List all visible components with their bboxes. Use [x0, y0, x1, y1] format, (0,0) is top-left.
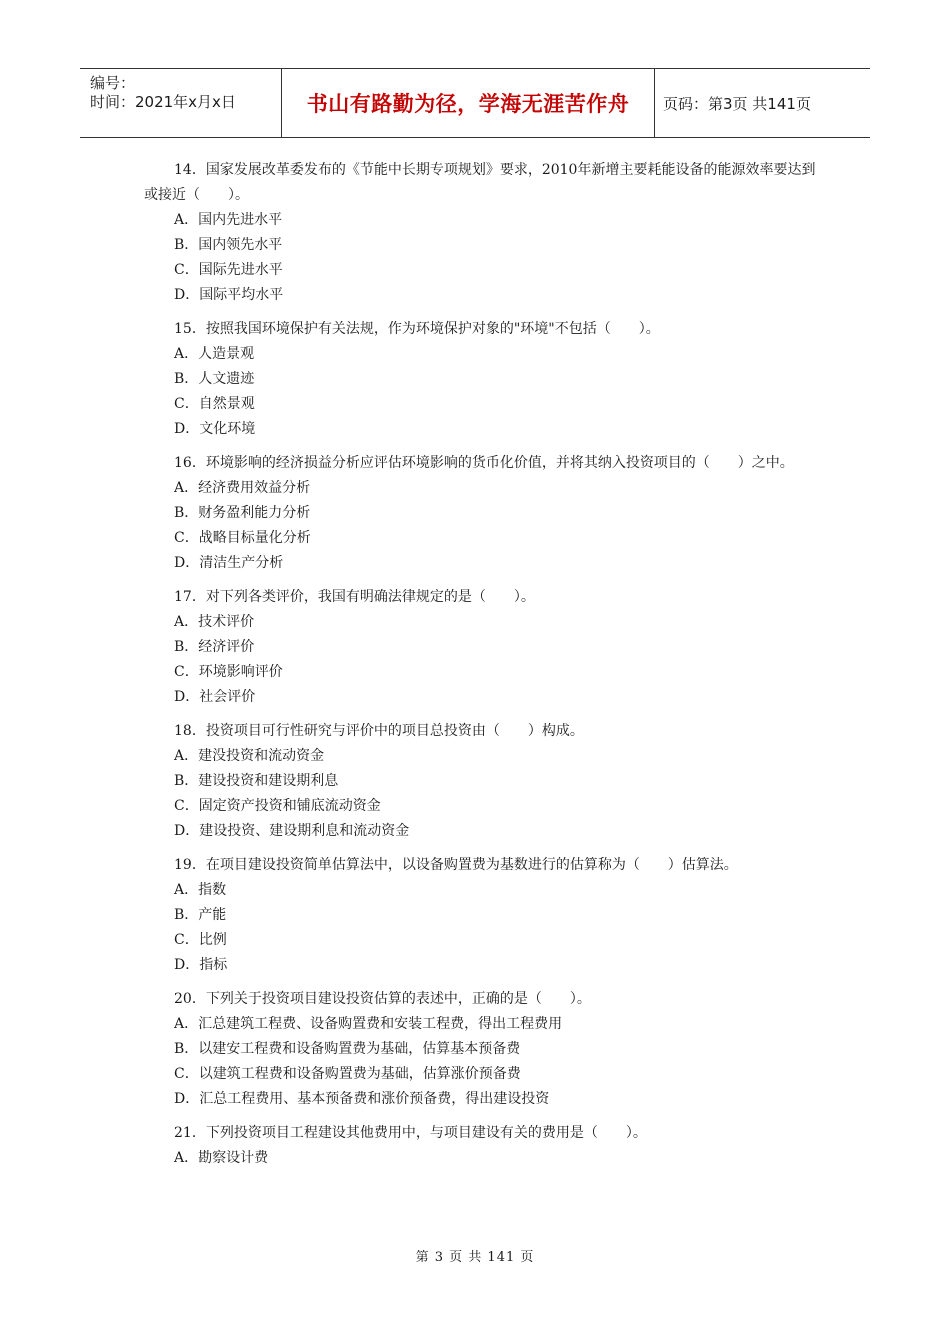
question-stem: 19．在项目建设投资简单估算法中，以设备购置费为基数进行的估算称为（ ）估算法。 [174, 857, 738, 873]
question-stem: 20．下列关于投资项目建设投资估算的表述中，正确的是（ ）。 [174, 991, 591, 1007]
header-motto-cell [281, 69, 655, 137]
answer-option: D．指标 [174, 957, 228, 973]
answer-option: B．以建安工程费和设备购置费为基础，估算基本预备费 [174, 1041, 521, 1057]
question-list [144, 158, 824, 1180]
question-block [144, 853, 824, 978]
answer-option: C．国际先进水平 [174, 262, 283, 278]
answer-option: A．建没投资和流动资金 [174, 748, 325, 764]
question-stem: 17．对下列各类评价，我国有明确法律规定的是（ ）。 [174, 589, 535, 605]
answer-option: C．战略目标量化分析 [174, 530, 311, 546]
question-block [144, 451, 824, 576]
answer-option: C．环境影响评价 [174, 664, 283, 680]
motto-text: 书山有路勤为径，学海无涯苦作舟 [306, 92, 630, 116]
answer-option: C．固定资产投资和铺底流动资金 [174, 798, 381, 814]
answer-option: C．自然景观 [174, 396, 255, 412]
answer-option: D．汇总工程费用、基本预备费和涨价预备费，得出建设投资 [174, 1091, 550, 1107]
question-block [144, 719, 824, 844]
page-footer: 第 3 页 共 141 页 [415, 1250, 535, 1265]
answer-option: A．人造景观 [174, 346, 255, 362]
answer-option: A．经济费用效益分析 [174, 480, 311, 496]
header-meta [80, 69, 280, 137]
question-block [144, 585, 824, 710]
answer-option: A．国内先进水平 [174, 212, 283, 228]
page-header [80, 68, 870, 138]
answer-option: A．汇总建筑工程费、设备购置费和安装工程费，得出工程费用 [174, 1016, 563, 1032]
answer-option: C．以建筑工程费和设备购置费为基础，估算涨价预备费 [174, 1066, 521, 1082]
page-info: 页码：第3页 共141页 [663, 94, 811, 113]
answer-option: D．清洁生产分析 [174, 555, 284, 571]
question-block [144, 987, 824, 1112]
question-stem: 16．环境影响的经济损益分析应评估环境影响的货币化价值，并将其纳入投资项目的（ ）之中。 [174, 455, 794, 471]
answer-option: B．人文遗迹 [174, 371, 255, 387]
question-block [144, 317, 824, 442]
question-block [144, 158, 824, 308]
question-block [144, 1121, 824, 1171]
answer-option: A．勘察设计费 [174, 1150, 269, 1166]
answer-option: B．国内领先水平 [174, 237, 283, 253]
answer-option: D．国际平均水平 [174, 287, 284, 303]
answer-option: B．财务盈利能力分析 [174, 505, 311, 521]
date-line: 时间：2021年x月x日 [90, 93, 236, 111]
answer-option: D．文化环境 [174, 421, 256, 437]
answer-option: A．技术评价 [174, 614, 255, 630]
question-stem: 21．下列投资项目工程建设其他费用中，与项目建设有关的费用是（ ）。 [174, 1125, 647, 1141]
answer-option: D．社会评价 [174, 689, 256, 705]
answer-option: B．建设投资和建设期利息 [174, 773, 339, 789]
answer-option: C．比例 [174, 932, 227, 948]
question-stem: 14．国家发展改革委发布的《节能中长期专项规划》要求，2010年新增主要耗能设备的能源效率要达到或接近（ ）。 [144, 162, 816, 203]
serial-label: 编号： [90, 74, 136, 92]
answer-option: D．建设投资、建设期利息和流动资金 [174, 823, 410, 839]
question-stem: 15．按照我国环境保护有关法规，作为环境保护对象的"环境"不包括（ ）。 [174, 321, 660, 337]
question-stem: 18．投资项目可行性研究与评价中的项目总投资由（ ）构成。 [174, 723, 584, 739]
header-page-cell [663, 69, 870, 137]
answer-option: A．指数 [174, 882, 227, 898]
answer-option: B．经济评价 [174, 639, 255, 655]
answer-option: B．产能 [174, 907, 227, 923]
